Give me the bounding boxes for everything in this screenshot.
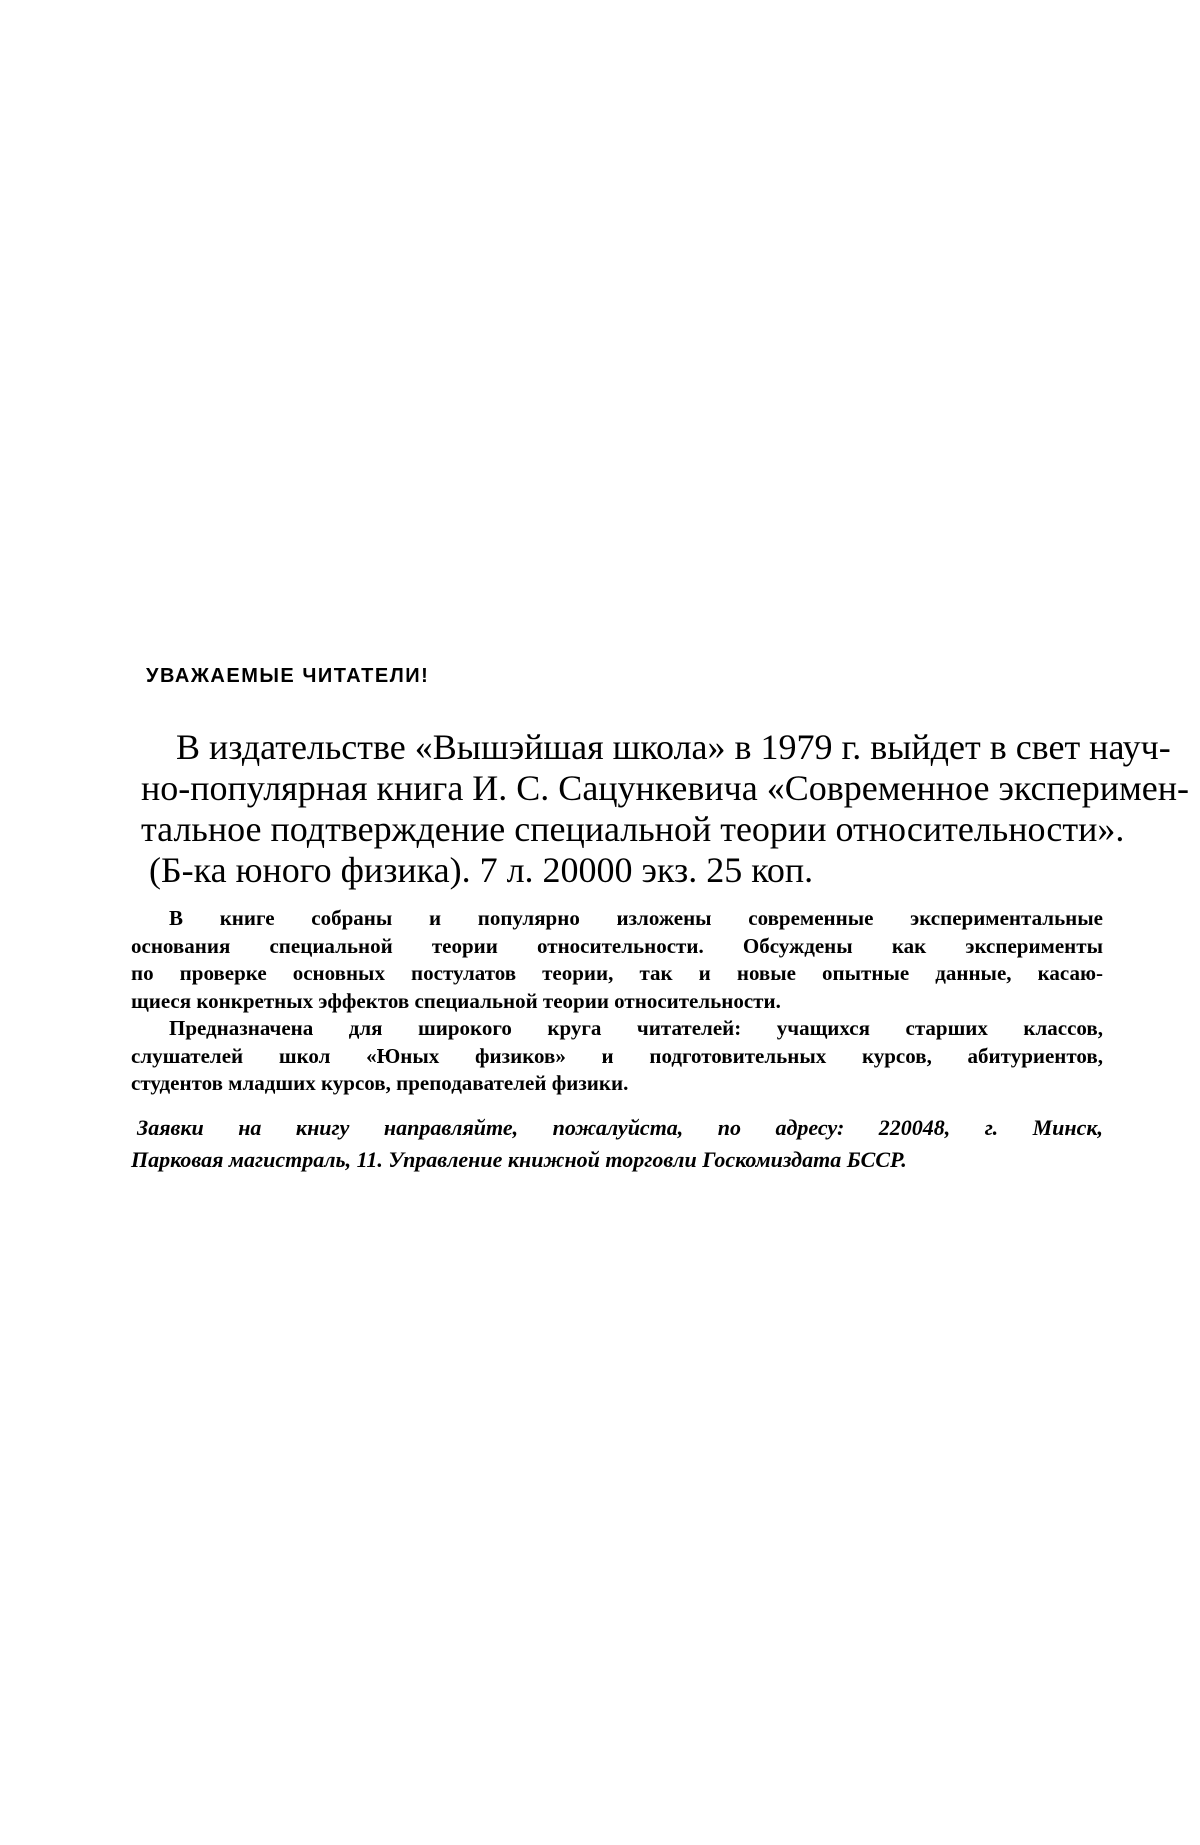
summary-line: щиеся конкретных эффектов специальной теории относительности. [131, 988, 781, 1013]
summary-line: основания специальной теории относительности. Обсуждены как эксперименты [131, 933, 1103, 958]
order-line: Заявки на книгу направляйте, пожалуйста, по адресу: 220048, г. Минск, [137, 1115, 1103, 1140]
summary-line: студентов младших курсов, преподавателей физики. [131, 1071, 629, 1095]
summary-line: слушателей школ «Юных физиков» и подготовительных курсов, абитуриентов, [131, 1043, 1103, 1068]
summary-line: Предназначена для широкого круга читателей: учащихся старших классов, [169, 1016, 1103, 1040]
summary-line: В книге собраны и популярно изложены современные экспериментальные [169, 906, 1103, 930]
announcement-line: (Б-ка юного физика). 7 л. 20000 экз. 25 коп. [149, 850, 814, 890]
announcement-line: В издательстве «Вышэйшая школа» в 1979 г. выйдет в свет науч- [176, 727, 1171, 767]
summary-line: по проверке основных постулатов теории, так и новые опытные данные, касаю- [131, 961, 1103, 985]
announcement-paragraph [141, 727, 1189, 891]
order-info [131, 1112, 1103, 1176]
announcement-line: тальное подтверждение специальной теории относительности». [141, 809, 1125, 849]
order-line: Парковая магистраль, 11. Управление книжной торговли Госкомиздата БССР. [131, 1147, 907, 1172]
page-heading: УВАЖАЕМЫЕ ЧИТАТЕЛИ! [146, 665, 430, 687]
announcement-line: но-популярная книга И. С. Сацункевича «Современное эксперимен- [141, 768, 1189, 808]
book-summary [131, 905, 1103, 1098]
